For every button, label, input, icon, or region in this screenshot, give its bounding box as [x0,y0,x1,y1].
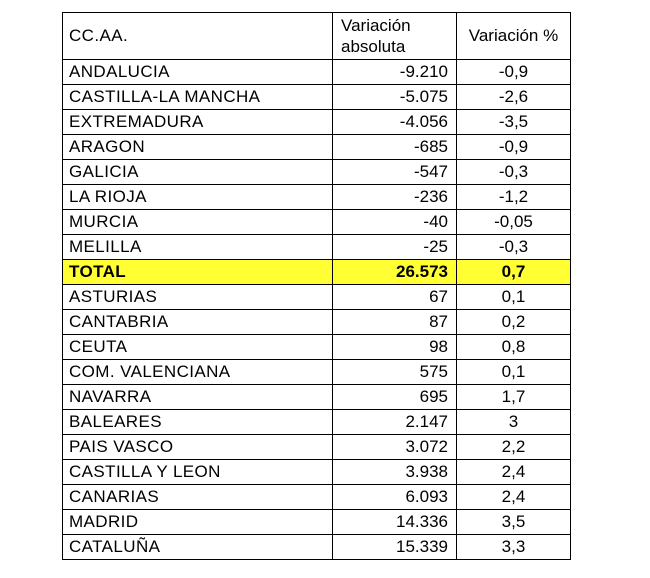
table-row [63,385,571,410]
header-absolute-variation [333,13,457,60]
header-absolute-line2: absoluta [341,37,406,56]
percent-variation-cell: -0,9 [457,60,571,85]
table-row [63,335,571,360]
absolute-variation-cell: 15.339 [333,535,457,560]
percent-variation-cell: 2,2 [457,435,571,460]
percent-variation-cell: -2,6 [457,85,571,110]
absolute-variation-cell: 575 [333,360,457,385]
region-cell: CANARIAS [63,485,333,510]
absolute-variation-cell: 67 [333,285,457,310]
absolute-variation-cell: 14.336 [333,510,457,535]
absolute-variation-cell: 98 [333,335,457,360]
percent-variation-cell: 3 [457,410,571,435]
percent-variation-cell: -3,5 [457,110,571,135]
region-cell: GALICIA [63,160,333,185]
percent-variation-cell: -0,3 [457,160,571,185]
header-percent-variation: Variación % [457,13,571,60]
region-cell: CASTILLA Y LEON [63,460,333,485]
percent-variation-cell: 0,7 [457,260,571,285]
regional-variation-table [62,12,571,560]
region-cell: ARAGON [63,135,333,160]
absolute-variation-cell: -40 [333,210,457,235]
absolute-variation-cell: -236 [333,185,457,210]
absolute-variation-cell: 3.938 [333,460,457,485]
percent-variation-cell: 0,1 [457,360,571,385]
region-cell: CANTABRIA [63,310,333,335]
table-row [63,535,571,560]
absolute-variation-cell: -547 [333,160,457,185]
percent-variation-cell: -0,9 [457,135,571,160]
percent-variation-cell: -0,05 [457,210,571,235]
table-row [63,135,571,160]
header-absolute-line1: Variación [341,16,411,35]
table-row [63,160,571,185]
absolute-variation-cell: -5.075 [333,85,457,110]
table-row [63,60,571,85]
absolute-variation-cell: 26.573 [333,260,457,285]
total-row [63,260,571,285]
region-cell: COM. VALENCIANA [63,360,333,385]
region-cell: MADRID [63,510,333,535]
absolute-variation-cell: -4.056 [333,110,457,135]
region-cell: EXTREMADURA [63,110,333,135]
header-row [63,13,571,60]
percent-variation-cell: 2,4 [457,460,571,485]
table-row [63,185,571,210]
table-row [63,460,571,485]
region-cell: CEUTA [63,335,333,360]
region-cell: BALEARES [63,410,333,435]
region-cell: LA RIOJA [63,185,333,210]
table-row [63,360,571,385]
region-cell: PAIS VASCO [63,435,333,460]
region-cell: MURCIA [63,210,333,235]
table-row [63,210,571,235]
percent-variation-cell: 0,1 [457,285,571,310]
header-region: CC.AA. [63,13,333,60]
table-row [63,235,571,260]
percent-variation-cell: -1,2 [457,185,571,210]
percent-variation-cell: 1,7 [457,385,571,410]
region-cell: NAVARRA [63,385,333,410]
absolute-variation-cell: -25 [333,235,457,260]
table-row [63,485,571,510]
percent-variation-cell: 0,8 [457,335,571,360]
absolute-variation-cell: -9.210 [333,60,457,85]
table-row [63,110,571,135]
percent-variation-cell: 3,5 [457,510,571,535]
table-body [63,13,571,560]
region-cell: TOTAL [63,260,333,285]
region-cell: CATALUÑA [63,535,333,560]
region-cell: ANDALUCIA [63,60,333,85]
table-row [63,310,571,335]
absolute-variation-cell: 695 [333,385,457,410]
percent-variation-cell: -0,3 [457,235,571,260]
table-row [63,85,571,110]
absolute-variation-cell: 2.147 [333,410,457,435]
absolute-variation-cell: 3.072 [333,435,457,460]
region-cell: ASTURIAS [63,285,333,310]
table-row [63,410,571,435]
percent-variation-cell: 3,3 [457,535,571,560]
absolute-variation-cell: 87 [333,310,457,335]
region-cell: MELILLA [63,235,333,260]
table-row [63,285,571,310]
absolute-variation-cell: -685 [333,135,457,160]
region-cell: CASTILLA-LA MANCHA [63,85,333,110]
absolute-variation-cell: 6.093 [333,485,457,510]
table-container [62,12,571,560]
percent-variation-cell: 0,2 [457,310,571,335]
table-row [63,435,571,460]
percent-variation-cell: 2,4 [457,485,571,510]
table-row [63,510,571,535]
